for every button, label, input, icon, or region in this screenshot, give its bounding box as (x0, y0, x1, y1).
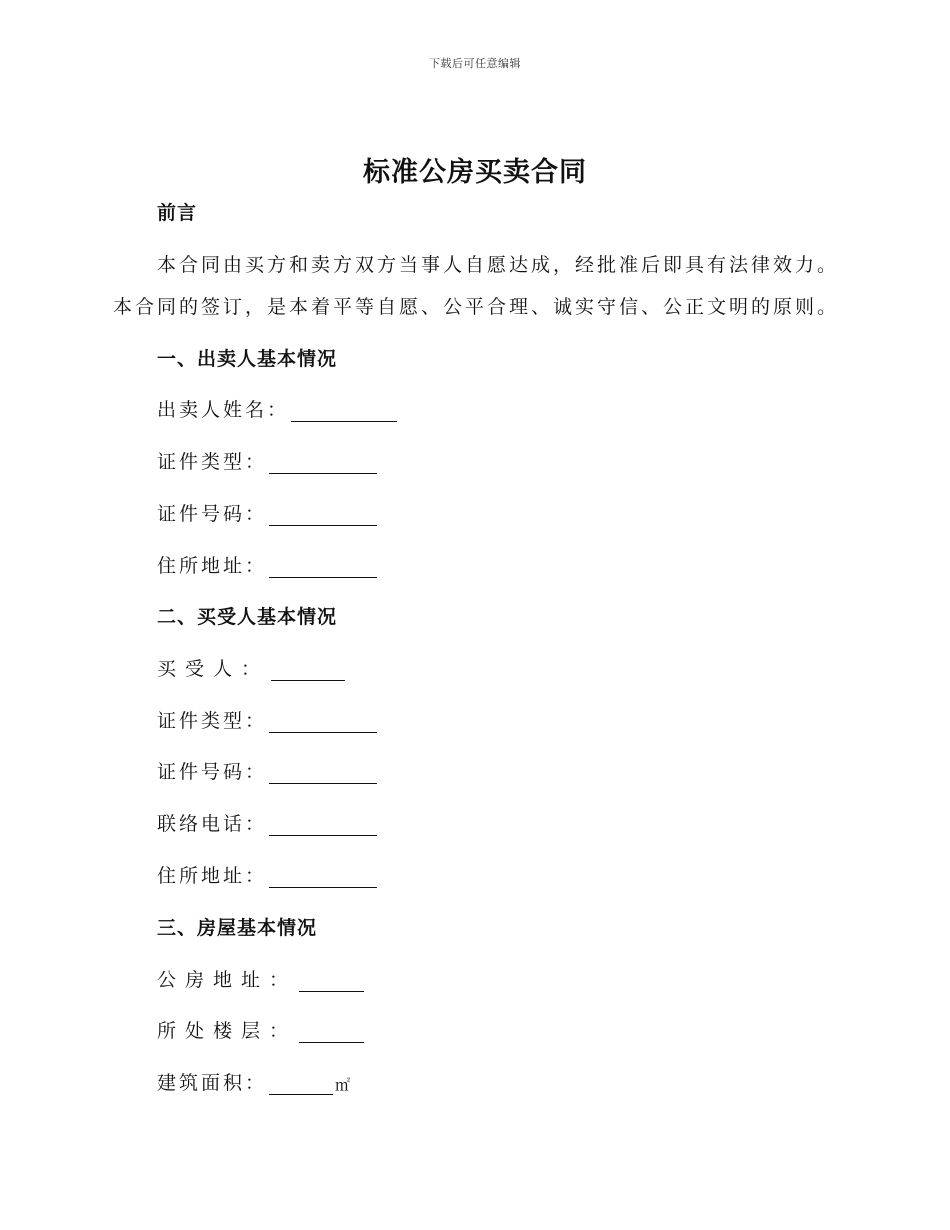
fill-blank (269, 505, 377, 526)
fill-blank (269, 712, 377, 733)
fill-blank (299, 1022, 364, 1043)
fill-blank (269, 763, 377, 784)
section-3-heading: 三、房屋基本情况 (157, 917, 318, 939)
fill-blank (271, 660, 345, 681)
field-label: 公房地址： (157, 969, 298, 991)
field-label: 住所地址： (157, 555, 268, 577)
property-address-field (157, 965, 364, 992)
field-label: 建筑面积： (157, 1072, 268, 1094)
field-label: 证件号码： (157, 761, 268, 783)
preface-heading: 前言 (157, 202, 198, 224)
section-1-heading: 一、出卖人基本情况 (157, 348, 338, 370)
buyer-phone-field (157, 809, 377, 836)
field-label: 买受人： (157, 658, 270, 680)
floor-level-field (157, 1016, 364, 1043)
fill-blank (291, 401, 397, 422)
header-note: 下载后可任意编辑 (429, 57, 521, 70)
seller-id-number-field (157, 499, 377, 526)
preface-line-2: 本合同的签订，是本着平等自愿、公平合理、诚实守信、公正文明的原则。 (113, 296, 840, 318)
field-label: 出卖人姓名： (157, 399, 290, 421)
section-2-heading: 二、买受人基本情况 (157, 606, 338, 628)
field-label: 证件号码： (157, 503, 268, 525)
field-label: 证件类型： (157, 710, 268, 732)
seller-id-type-field (157, 447, 377, 474)
field-label: 住所地址： (157, 865, 268, 887)
fill-blank (269, 453, 377, 474)
preface-line-1: 本合同由买方和卖方双方当事人自愿达成，经批准后即具有法律效力。 (157, 254, 840, 276)
document-title: 标准公房买卖合同 (363, 157, 587, 188)
fill-blank (269, 867, 377, 888)
floor-area-field (157, 1068, 350, 1095)
field-label: 所处楼层： (157, 1020, 298, 1042)
area-unit: ㎡ (335, 1076, 351, 1094)
buyer-id-number-field (157, 757, 377, 784)
fill-blank (269, 815, 377, 836)
field-label: 证件类型： (157, 451, 268, 473)
fill-blank (269, 1074, 333, 1095)
field-label: 联络电话： (157, 813, 268, 835)
seller-address-field (157, 551, 377, 578)
fill-blank (269, 557, 377, 578)
buyer-id-type-field (157, 706, 377, 733)
buyer-name-field (157, 654, 345, 681)
fill-blank (299, 971, 364, 992)
seller-name-field (157, 395, 397, 422)
buyer-address-field (157, 861, 377, 888)
